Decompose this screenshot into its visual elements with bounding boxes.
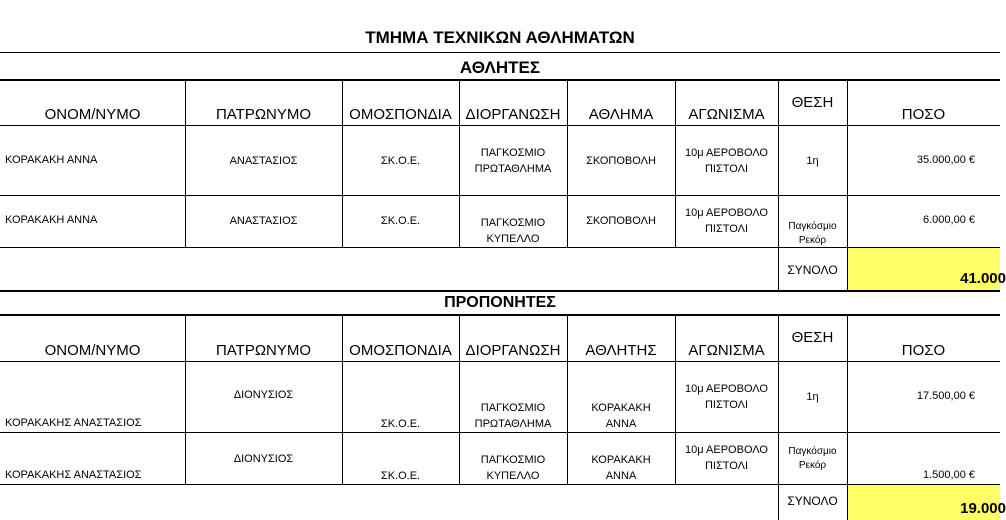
athlete-amount-cell: 6.000,00 € <box>923 214 975 226</box>
column-header-name: ΟΝΟΜ/ΝΥΜΟ <box>44 106 141 123</box>
coach-discipline-cell: 10μ ΑΕΡΟΒΟΛΟ <box>685 444 768 456</box>
athletes-total-label: ΣΥΝΟΛΟ <box>787 263 838 277</box>
coach-discipline-cell: 10μ ΑΕΡΟΒΟΛΟ <box>685 383 768 395</box>
column-header-patronymic: ΠΑΤΡΩΝΥΜΟ <box>215 106 312 123</box>
grid-line <box>0 125 1000 126</box>
coaches-total-label: ΣΥΝΟΛΟ <box>787 494 838 508</box>
athlete-discipline-cell: 10μ ΑΕΡΟΒΟΛΟ <box>685 207 768 219</box>
column-header-event: ΔΙΟΡΓΑΝΩΣΗ <box>465 106 561 123</box>
athletes-section-title: ΑΘΛΗΤΕΣ <box>459 58 541 77</box>
column-header-position: ΘΕΣΗ <box>791 329 834 346</box>
grid-line <box>778 80 779 291</box>
column-header-patronymic: ΠΑΤΡΩΝΥΜΟ <box>215 342 312 359</box>
coach-athlete-cell: ΚΟΡΑΚΑΚΗ <box>591 402 651 414</box>
athlete-amount-cell: 35.000,00 € <box>916 154 975 166</box>
coach-position-cell: Παγκόσμιο <box>788 446 837 457</box>
coach-event-cell: ΠΑΓΚΟΣΜΙΟ <box>480 454 546 466</box>
coach-federation-cell: ΣΚ.Ο.Ε. <box>380 470 421 482</box>
coach-event-cell: ΚΥΠΕΛΛΟ <box>486 470 540 482</box>
coach-name-cell: ΚΟΡΑΚΑΚΗΣ ΑΝΑΣΤΑΣΙΟΣ <box>5 417 142 429</box>
coach-athlete-cell: ΚΟΡΑΚΑΚΗ <box>591 454 651 466</box>
coach-athlete-cell: ΑΝΝΑ <box>605 418 637 430</box>
page-title: ΤΜΗΜΑ ΤΕΧΝΙΚΩΝ ΑΘΛΗΜΑΤΩΝ <box>365 28 635 47</box>
grid-line <box>778 316 779 520</box>
athlete-position-cell: 1η <box>806 155 819 167</box>
grid-line <box>0 195 1000 196</box>
grid-line <box>0 314 1000 316</box>
column-header-athlete: ΑΘΛΗΤΗΣ <box>585 342 657 359</box>
athlete-discipline-cell: 10μ ΑΕΡΟΒΟΛΟ <box>685 147 768 159</box>
column-header-discipline: ΑΓΩΝΙΣΜΑ <box>688 342 765 359</box>
athlete-sport-cell: ΣΚΟΠΟΒΟΛΗ <box>586 155 656 167</box>
coach-name-cell: ΚΟΡΑΚΑΚΗΣ ΑΝΑΣΤΑΣΙΟΣ <box>5 469 142 481</box>
grid-line <box>0 52 1000 53</box>
column-header-amount: ΠΟΣΟ <box>901 106 946 123</box>
athlete-patronymic-cell: ΑΝΑΣΤΑΣΙΟΣ <box>229 155 298 167</box>
coach-discipline-cell: ΠΙΣΤΟΛΙ <box>704 460 749 472</box>
column-header-federation: ΟΜΟΣΠΟΝΔΙΑ <box>349 106 452 123</box>
grid-line <box>0 361 1000 362</box>
athlete-event-cell: ΠΡΩΤΑΘΛΗΜΑ <box>474 163 552 175</box>
coach-position-cell: 1η <box>806 391 819 403</box>
coaches-total-value: 19.000 <box>960 500 1006 517</box>
athlete-event-cell: ΠΑΓΚΟΣΜΙΟ <box>480 217 546 229</box>
athlete-federation-cell: ΣΚ.Ο.Ε. <box>380 215 421 227</box>
athlete-discipline-cell: ΠΙΣΤΟΛΙ <box>704 163 749 175</box>
coach-patronymic-cell: ΔΙΟΝΥΣΙΟΣ <box>233 389 294 401</box>
column-header-amount: ΠΟΣΟ <box>901 342 946 359</box>
coach-athlete-cell: ΑΝΝΑ <box>605 470 637 482</box>
column-header-sport: ΑΘΛΗΜΑ <box>588 106 654 123</box>
coach-event-cell: ΠΑΓΚΟΣΜΙΟ <box>480 402 546 414</box>
column-header-federation: ΟΜΟΣΠΟΝΔΙΑ <box>349 342 452 359</box>
column-header-discipline: ΑΓΩΝΙΣΜΑ <box>688 106 765 123</box>
coaches-section-title: ΠΡΟΠΟΝΗΤΕΣ <box>444 294 556 311</box>
coach-amount-cell: 17.500,00 € <box>916 390 975 402</box>
athlete-position-cell: Ρεκόρ <box>798 235 827 246</box>
column-header-event: ΔΙΟΡΓΑΝΩΣΗ <box>465 342 561 359</box>
athlete-sport-cell: ΣΚΟΠΟΒΟΛΗ <box>586 215 656 227</box>
athlete-name-cell: ΚΟΡΑΚΑΚΗ ΑΝΝΑ <box>5 214 98 226</box>
column-header-position: ΘΕΣΗ <box>791 94 834 111</box>
coach-patronymic-cell: ΔΙΟΝΥΣΙΟΣ <box>233 453 294 465</box>
athlete-patronymic-cell: ΑΝΑΣΤΑΣΙΟΣ <box>229 215 298 227</box>
coach-event-cell: ΠΡΩΤΑΘΛΗΜΑ <box>474 418 552 430</box>
coach-amount-cell: 1.500,00 € <box>923 469 975 481</box>
column-header-name: ΟΝΟΜ/ΝΥΜΟ <box>44 342 141 359</box>
coach-discipline-cell: ΠΙΣΤΟΛΙ <box>704 399 749 411</box>
athletes-total-value: 41.000 <box>960 270 1006 287</box>
coach-position-cell: Ρεκόρ <box>798 460 827 471</box>
grid-line <box>0 79 1000 81</box>
coach-federation-cell: ΣΚ.Ο.Ε. <box>380 418 421 430</box>
athlete-federation-cell: ΣΚ.Ο.Ε. <box>380 155 421 167</box>
grid-line <box>0 432 1000 433</box>
athlete-discipline-cell: ΠΙΣΤΟΛΙ <box>704 223 749 235</box>
athlete-position-cell: Παγκόσμιο <box>788 221 837 232</box>
athlete-event-cell: ΚΥΠΕΛΛΟ <box>486 233 540 245</box>
grid-line <box>0 290 1000 292</box>
athlete-name-cell: ΚΟΡΑΚΑΚΗ ΑΝΝΑ <box>5 154 98 166</box>
athlete-event-cell: ΠΑΓΚΟΣΜΙΟ <box>480 147 546 159</box>
